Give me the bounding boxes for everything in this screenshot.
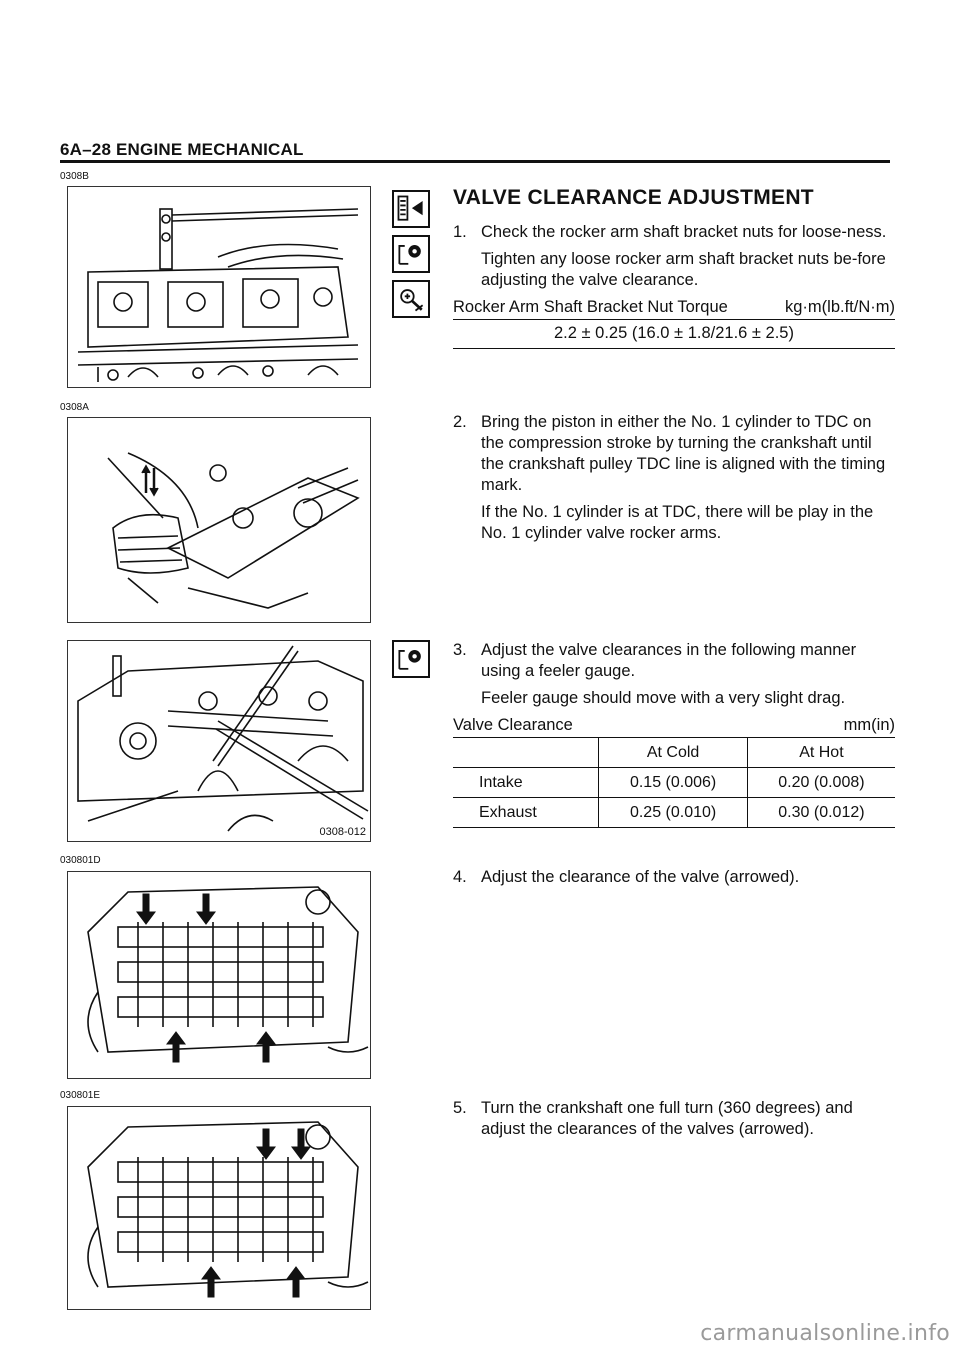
step-number: 5. [453, 1099, 467, 1117]
table-cell: At Hot [747, 738, 895, 768]
rocker-arm-illustration [68, 418, 370, 622]
step-text: Check the rocker arm shaft bracket nuts for loose-ness. [481, 223, 887, 241]
table-cell: Exhaust [479, 804, 537, 821]
service-icons [392, 190, 430, 325]
step-5-block [453, 1098, 895, 1146]
figure-rocker-shaft-torque [67, 186, 371, 388]
step-4 [453, 867, 895, 888]
table-row [453, 768, 895, 798]
table-cell: Intake [479, 774, 523, 791]
step-text: Bring the piston in either the No. 1 cylinder to TDC on the compression stroke by turning the crankshaft until the crankshaft pulley TDC line is aligned with the timing mark. [481, 413, 886, 494]
valve-clearance-table [453, 738, 895, 828]
section-title: VALVE CLEARANCE ADJUSTMENT [453, 186, 814, 209]
figure-valves-arrowed-step4 [67, 871, 371, 1079]
step-number: 1. [453, 223, 467, 241]
step-number: 3. [453, 641, 467, 659]
engine-illustration [68, 187, 370, 387]
disassembly-inspect-icon [392, 190, 430, 228]
clearance-table-label: Valve Clearance [453, 716, 573, 734]
figure-valves-arrowed-step5 [67, 1106, 371, 1310]
step-number: 4. [453, 868, 467, 886]
torque-spec-label: Rocker Arm Shaft Bracket Nut Torque [453, 298, 728, 316]
figure-code: 030801D [60, 855, 101, 866]
step-3 [453, 640, 895, 682]
step-note: Tighten any loose rocker arm shaft bracket nuts be-fore adjusting the valve clearance. [481, 250, 886, 289]
figure-rocker-arm-play [67, 417, 371, 623]
step-number: 2. [453, 413, 467, 431]
clearance-table-header [453, 715, 895, 738]
table-cell: 0.30 (0.012) [747, 798, 895, 828]
engine-top-illustration [68, 872, 370, 1078]
table-header-row [453, 738, 895, 768]
figure-code: 030801E [60, 1090, 101, 1101]
figure-tag: 0308-012 [319, 826, 366, 838]
step-4-block [453, 867, 895, 894]
adjust-icon [392, 640, 430, 678]
step-3-block [453, 640, 895, 828]
clearance-table-unit: mm(in) [843, 716, 895, 734]
torque-spec-value: 2.2 ± 0.25 (16.0 ± 1.8/21.6 ± 2.5) [453, 320, 895, 349]
step-text: Turn the crankshaft one full turn (360 degrees) and adjust the clearances of the valves (arrowed). [481, 1099, 853, 1138]
step-1-block [453, 222, 895, 349]
watermark: carmanualsonline.info [700, 1321, 950, 1346]
table-row [453, 798, 895, 828]
adjust-icon [392, 235, 430, 273]
step-2 [453, 412, 895, 496]
table-cell: 0.25 (0.010) [599, 798, 747, 828]
table-cell: 0.15 (0.006) [599, 768, 747, 798]
feeler-gauge-illustration [68, 641, 370, 841]
torque-icon [392, 280, 430, 318]
step-2-block [453, 412, 895, 550]
step-text: Adjust the clearance of the valve (arrowed). [481, 868, 800, 886]
step-note: If the No. 1 cylinder is at TDC, there will be play in the No. 1 cylinder valve rocker arms. [481, 503, 874, 542]
page-header: 6A–28 ENGINE MECHANICAL [60, 140, 304, 159]
torque-spec-unit: kg·m(lb.ft/N·m) [785, 298, 895, 316]
step-5 [453, 1098, 895, 1140]
engine-top-illustration [68, 1107, 370, 1309]
figure-code: 0308B [60, 171, 89, 182]
header-rule [60, 160, 890, 163]
torque-spec-header [453, 297, 895, 320]
table-cell: 0.20 (0.008) [747, 768, 895, 798]
table-cell [453, 738, 599, 768]
service-icons [392, 640, 430, 685]
step-1 [453, 222, 895, 243]
figure-code: 0308A [60, 402, 89, 413]
step-note: Feeler gauge should move with a very slight drag. [481, 689, 846, 707]
step-text: Adjust the valve clearances in the following manner using a feeler gauge. [481, 641, 857, 680]
table-cell: At Cold [599, 738, 747, 768]
figure-feeler-gauge [67, 640, 371, 842]
